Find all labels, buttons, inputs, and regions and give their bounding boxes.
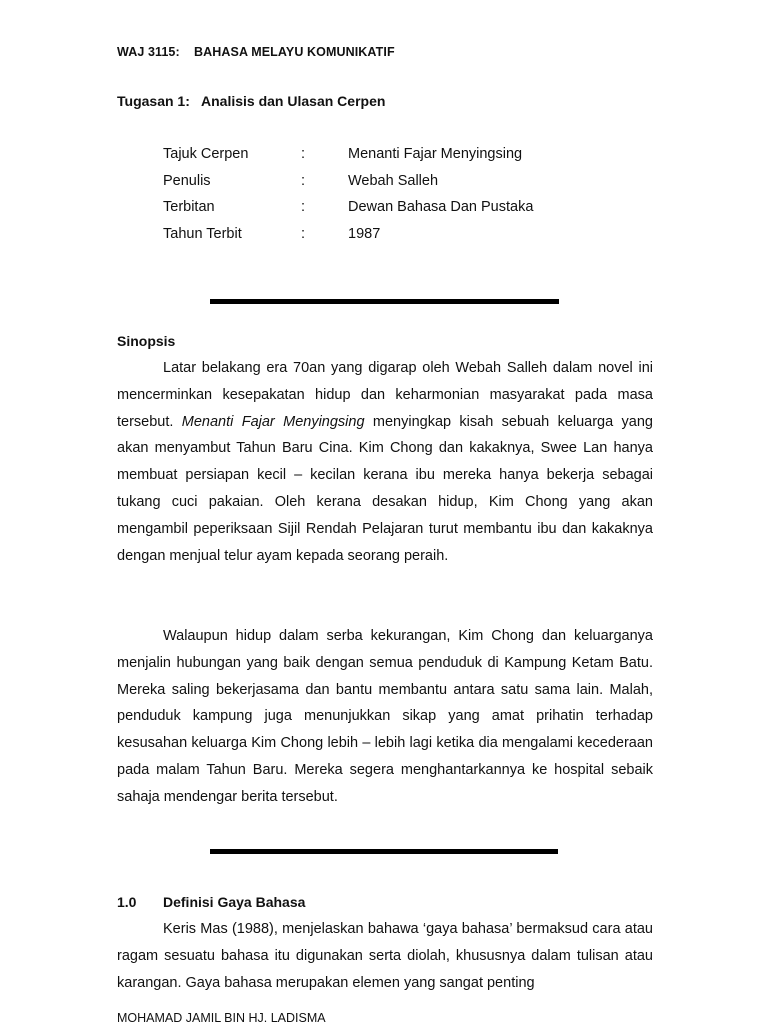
section-heading <box>117 894 305 910</box>
metadata-label: Tahun Terbit <box>163 226 242 243</box>
metadata-value: Menanti Fajar Menyingsing <box>348 146 523 162</box>
metadata-colon: : <box>301 146 306 162</box>
sinopsis-text: menyingkap kisah sebuah keluarga yang akan menyambut Tahun Baru Cina. Kim Chong dan kakaknya, Swee Lan hanya membuat persiapan kecil – kecilan kerana ibu mereka hanya bekerja sebagai tukang cuci pakaian. Oleh kerana desakan hidup, Kim Chong yang akan mengambil peperiksaan Sijil Rendah Pelajaran turut membantu ibu dan kakaknya dengan menjual telur ayam kepada seorang peraih. <box>117 413 653 564</box>
course-title: WAJ 3115: BAHASA MELAYU KOMUNIKATIF <box>117 45 395 59</box>
metadata-value: 1987 <box>348 226 381 243</box>
sinopsis-heading: Sinopsis <box>117 333 176 349</box>
metadata-colon: : <box>301 199 306 216</box>
metadata-value: Dewan Bahasa Dan Pustaka <box>348 199 534 216</box>
metadata-colon: : <box>301 172 306 189</box>
metadata-value: Webah Salleh <box>348 172 439 189</box>
sinopsis-paragraph-1 <box>117 355 653 569</box>
sinopsis-text: Latar belakang era 70an yang digarap oleh Webah Salleh dalam novel ini mencerminkan kesepakatan hidup dan keharmonian masyarakat pada masa tersebut. <box>117 360 653 430</box>
section-number: 1.0 <box>117 894 137 910</box>
metadata-label: Terbitan <box>163 199 215 216</box>
novel-title-italic: Menanti Fajar Menyingsing <box>181 413 365 430</box>
footer-author: MOHAMAD JAMIL BIN HJ. LADISMA <box>117 1011 326 1025</box>
section-title: Definisi Gaya Bahasa <box>163 894 306 910</box>
section-paragraph: Keris Mas (1988), menjelaskan bahawa ‘gaya bahasa’ bermaksud cara atau ragam sesuatu bahasa itu digunakan serta diolah, khususnya dalam tulisan atau karangan. Gaya bahasa merupakan elemen yang sangat penting <box>117 921 653 991</box>
sinopsis-paragraph-2: Walaupun hidup dalam serba kekurangan, Kim Chong dan keluarganya menjalin hubungan yang baik dengan semua penduduk di Kampung Ketam Batu. Mereka saling bekerjasama dan bantu membantu antara satu sama lain. Malah, penduduk kampung juga menunjukkan sikap yang amat prihatin terhadap kesusahan keluarga Kim Chong lebih – lebih lagi ketika dia mengalami kecederaan pada malam Tahun Baru. Mereka segera menghantarkannya ke hospital sebaik sahaja mendengar berita tersebut. <box>117 628 653 805</box>
metadata-label: Tajuk Cerpen <box>163 146 249 162</box>
metadata-colon: : <box>301 226 306 243</box>
task-title: Tugasan 1: Analisis dan Ulasan Cerpen <box>117 93 386 109</box>
section-divider <box>210 299 559 304</box>
metadata-label: Penulis <box>163 172 211 189</box>
section-divider <box>210 849 558 854</box>
